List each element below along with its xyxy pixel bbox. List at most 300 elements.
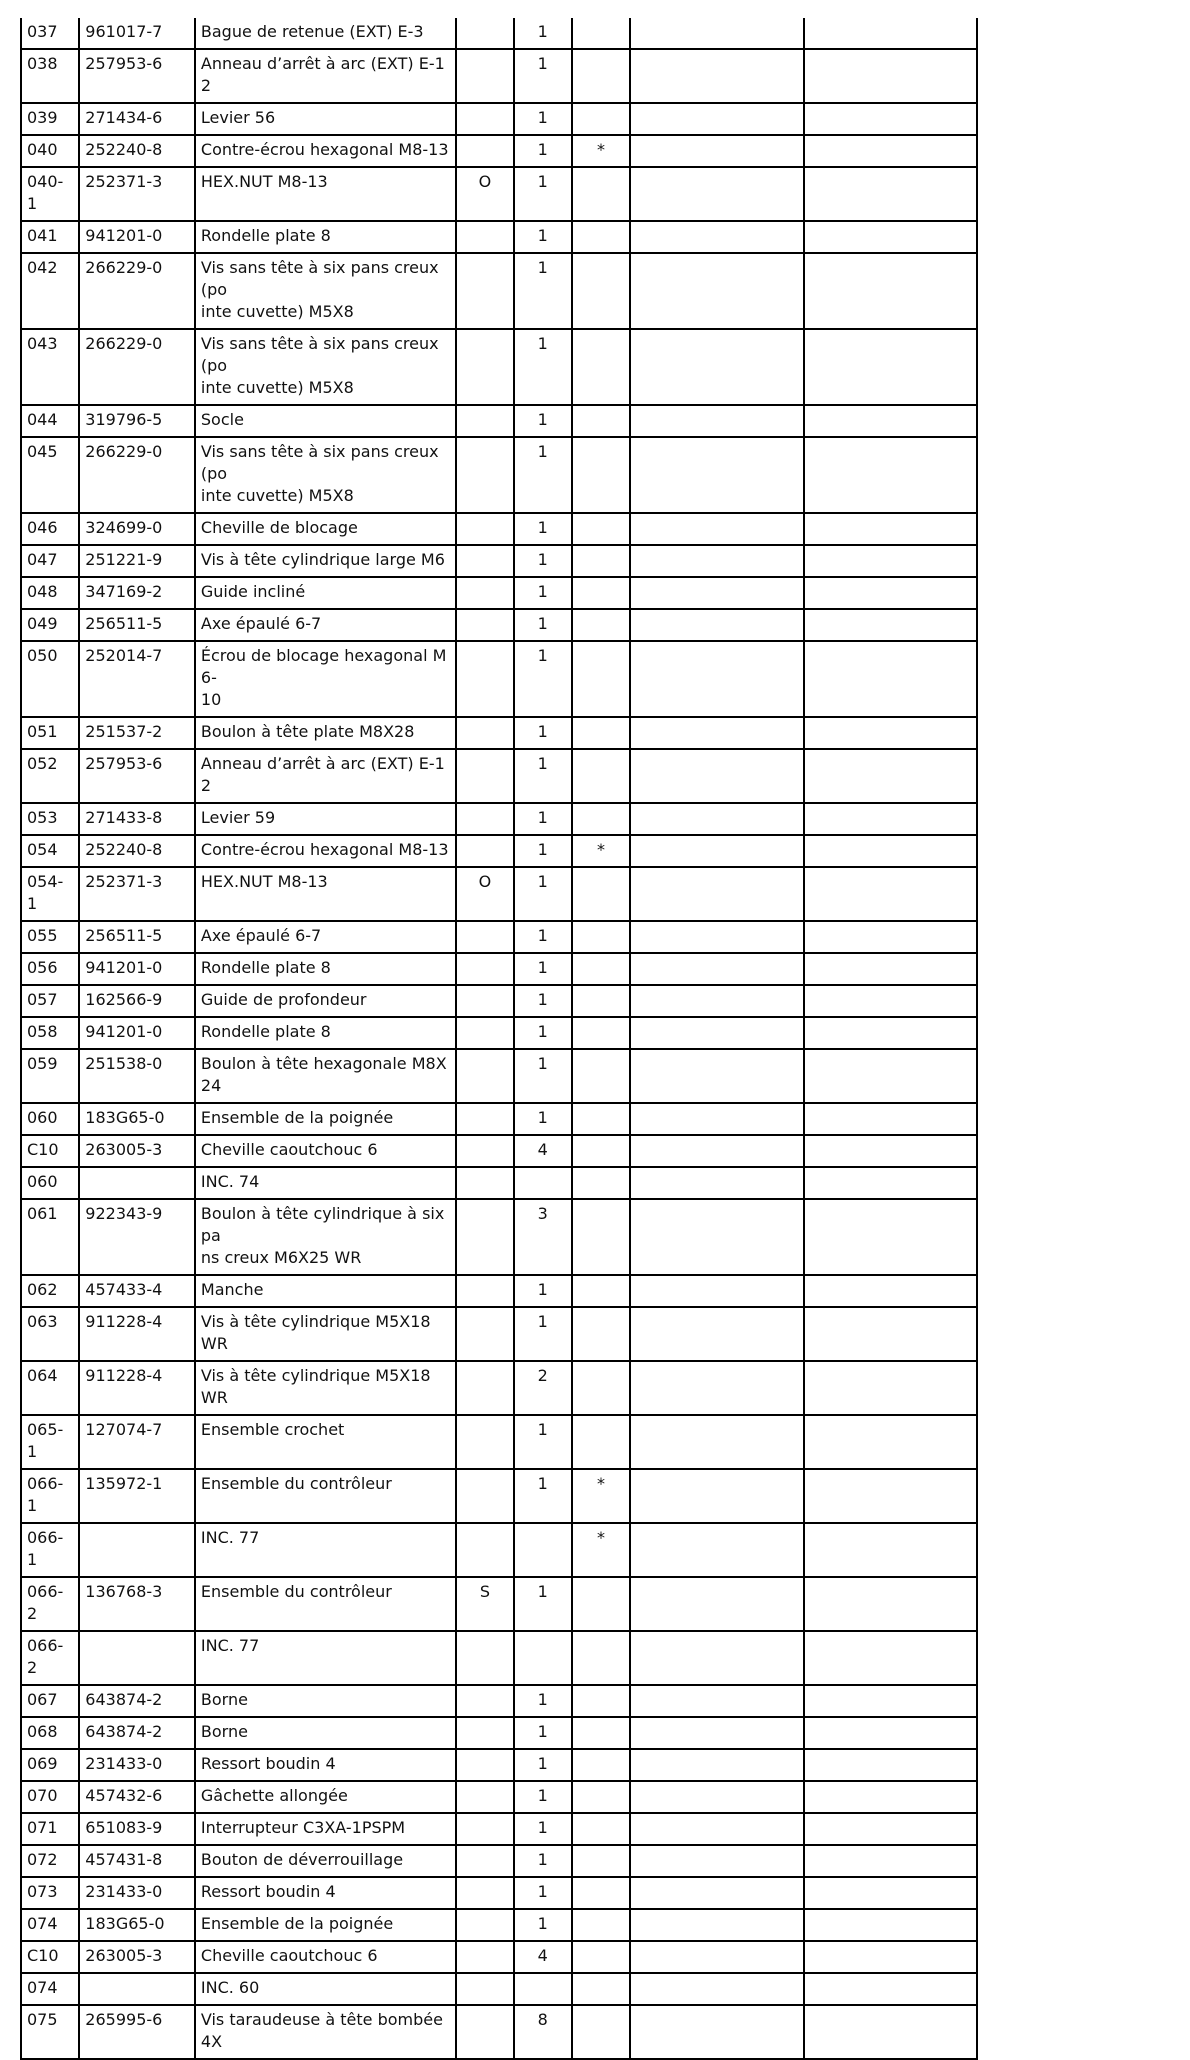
quantity-cell: 1	[514, 1749, 572, 1781]
part-number-cell: 319796-5	[79, 405, 195, 437]
blank-cell	[804, 1307, 977, 1361]
table-row	[21, 167, 977, 221]
item-number-cell: 074	[21, 1973, 79, 2005]
part-number-cell: 252014-7	[79, 641, 195, 717]
part-number-cell: 922343-9	[79, 1199, 195, 1275]
note-cell	[572, 1275, 630, 1307]
description-cell: Manche	[195, 1275, 456, 1307]
quantity-cell: 1	[514, 1275, 572, 1307]
quantity-cell: 4	[514, 1135, 572, 1167]
item-number-cell: 043	[21, 329, 79, 405]
part-number-cell: 183G65-0	[79, 1909, 195, 1941]
note-cell	[572, 1307, 630, 1361]
code-cell	[456, 1909, 513, 1941]
description-cell: Borne	[195, 1717, 456, 1749]
blank-cell	[804, 1877, 977, 1909]
note-cell	[572, 513, 630, 545]
blank-cell	[804, 1813, 977, 1845]
table-row	[21, 1167, 977, 1199]
quantity-cell: 1	[514, 437, 572, 513]
table-row	[21, 437, 977, 513]
item-number-cell: 047	[21, 545, 79, 577]
part-number-cell: 251538-0	[79, 1049, 195, 1103]
item-number-cell: 054	[21, 835, 79, 867]
note-cell	[572, 1049, 630, 1103]
description-cell: HEX.NUT M8-13	[195, 867, 456, 921]
quantity-cell: 1	[514, 18, 572, 49]
blank-cell	[630, 803, 804, 835]
description-cell: Cheville caoutchouc 6	[195, 1135, 456, 1167]
table-row	[21, 329, 977, 405]
quantity-cell: 1	[514, 1103, 572, 1135]
quantity-cell: 1	[514, 221, 572, 253]
description-cell: Ressort boudin 4	[195, 1877, 456, 1909]
description-cell: Levier 56	[195, 103, 456, 135]
item-number-cell: 053	[21, 803, 79, 835]
table-row	[21, 953, 977, 985]
description-cell: Boulon à tête plate M8X28	[195, 717, 456, 749]
quantity-cell: 1	[514, 329, 572, 405]
code-cell	[456, 1845, 513, 1877]
note-cell	[572, 1813, 630, 1845]
part-number-cell: 265995-6	[79, 2005, 195, 2059]
blank-cell	[804, 803, 977, 835]
blank-cell	[804, 609, 977, 641]
quantity-cell: 1	[514, 167, 572, 221]
part-number-cell: 127074-7	[79, 1415, 195, 1469]
description-cell: INC. 60	[195, 1973, 456, 2005]
table-row	[21, 1845, 977, 1877]
part-number-cell: 231433-0	[79, 1877, 195, 1909]
part-number-cell: 231433-0	[79, 1749, 195, 1781]
note-cell	[572, 921, 630, 953]
quantity-cell: 1	[514, 103, 572, 135]
blank-cell	[804, 1631, 977, 1685]
code-cell	[456, 749, 513, 803]
code-cell: O	[456, 867, 513, 921]
code-cell	[456, 329, 513, 405]
table-row	[21, 1717, 977, 1749]
blank-cell	[804, 1103, 977, 1135]
part-number-cell	[79, 1523, 195, 1577]
blank-cell	[630, 1973, 804, 2005]
part-number-cell: 252371-3	[79, 867, 195, 921]
description-cell: Vis à tête cylindrique M5X18 WR	[195, 1361, 456, 1415]
blank-cell	[804, 921, 977, 953]
blank-cell	[804, 749, 977, 803]
part-number-cell: 256511-5	[79, 609, 195, 641]
item-number-cell: 061	[21, 1199, 79, 1275]
part-number-cell: 643874-2	[79, 1717, 195, 1749]
table-row	[21, 1469, 977, 1523]
blank-cell	[804, 1973, 977, 2005]
item-number-cell: 070	[21, 1781, 79, 1813]
item-number-cell: 039	[21, 103, 79, 135]
item-number-cell: 054-1	[21, 867, 79, 921]
description-cell: Vis sans tête à six pans creux (po inte cuvette) M5X8	[195, 253, 456, 329]
note-cell: *	[572, 835, 630, 867]
code-cell	[456, 1199, 513, 1275]
part-number-cell: 257953-6	[79, 749, 195, 803]
blank-cell	[630, 717, 804, 749]
note-cell	[572, 1973, 630, 2005]
note-cell	[572, 49, 630, 103]
item-number-cell: 074	[21, 1909, 79, 1941]
code-cell	[456, 1749, 513, 1781]
description-cell: Ensemble crochet	[195, 1415, 456, 1469]
item-number-cell: 059	[21, 1049, 79, 1103]
blank-cell	[804, 135, 977, 167]
blank-cell	[804, 717, 977, 749]
quantity-cell: 1	[514, 405, 572, 437]
blank-cell	[630, 1523, 804, 1577]
code-cell	[456, 437, 513, 513]
part-number-cell: 941201-0	[79, 221, 195, 253]
item-number-cell: 066-1	[21, 1523, 79, 1577]
description-cell: Bouton de déverrouillage	[195, 1845, 456, 1877]
quantity-cell: 1	[514, 749, 572, 803]
blank-cell	[630, 49, 804, 103]
description-cell: Interrupteur C3XA-1PSPM	[195, 1813, 456, 1845]
note-cell	[572, 1717, 630, 1749]
item-number-cell: 060	[21, 1103, 79, 1135]
part-number-cell: 271433-8	[79, 803, 195, 835]
note-cell	[572, 1199, 630, 1275]
note-cell	[572, 985, 630, 1017]
quantity-cell: 1	[514, 577, 572, 609]
part-number-cell: 941201-0	[79, 1017, 195, 1049]
blank-cell	[804, 1685, 977, 1717]
blank-cell	[630, 1415, 804, 1469]
code-cell	[456, 1049, 513, 1103]
item-number-cell: 037	[21, 18, 79, 49]
note-cell	[572, 405, 630, 437]
code-cell	[456, 221, 513, 253]
part-number-cell: 911228-4	[79, 1361, 195, 1415]
item-number-cell: 045	[21, 437, 79, 513]
quantity-cell: 1	[514, 953, 572, 985]
blank-cell	[804, 1361, 977, 1415]
part-number-cell	[79, 1167, 195, 1199]
code-cell	[456, 1941, 513, 1973]
description-cell: Ensemble du contrôleur	[195, 1577, 456, 1631]
code-cell	[456, 1275, 513, 1307]
quantity-cell: 1	[514, 921, 572, 953]
table-row	[21, 717, 977, 749]
description-cell: Borne	[195, 1685, 456, 1717]
table-row	[21, 49, 977, 103]
blank-cell	[630, 1049, 804, 1103]
blank-cell	[630, 921, 804, 953]
part-number-cell: 136768-3	[79, 1577, 195, 1631]
description-cell: Contre-écrou hexagonal M8-13	[195, 835, 456, 867]
blank-cell	[630, 1717, 804, 1749]
blank-cell	[804, 1049, 977, 1103]
blank-cell	[630, 1199, 804, 1275]
blank-cell	[630, 1307, 804, 1361]
note-cell	[572, 1017, 630, 1049]
table-row	[21, 1135, 977, 1167]
note-cell	[572, 2005, 630, 2059]
blank-cell	[630, 749, 804, 803]
code-cell	[456, 1813, 513, 1845]
table-row	[21, 609, 977, 641]
blank-cell	[804, 405, 977, 437]
description-cell: Vis à tête cylindrique M5X18 WR	[195, 1307, 456, 1361]
table-row	[21, 1275, 977, 1307]
table-row	[21, 1941, 977, 1973]
note-cell	[572, 1135, 630, 1167]
item-number-cell: 056	[21, 953, 79, 985]
quantity-cell: 1	[514, 49, 572, 103]
description-cell: Axe épaulé 6-7	[195, 609, 456, 641]
blank-cell	[630, 1167, 804, 1199]
table-row	[21, 1017, 977, 1049]
code-cell	[456, 1781, 513, 1813]
part-number-cell: 266229-0	[79, 437, 195, 513]
quantity-cell: 1	[514, 1017, 572, 1049]
blank-cell	[630, 221, 804, 253]
code-cell	[456, 985, 513, 1017]
note-cell: *	[572, 1523, 630, 1577]
description-cell: Levier 59	[195, 803, 456, 835]
description-cell: Vis sans tête à six pans creux (po inte cuvette) M5X8	[195, 329, 456, 405]
description-cell: Vis taraudeuse à tête bombée 4X	[195, 2005, 456, 2059]
item-number-cell: 060	[21, 1167, 79, 1199]
table-row	[21, 2005, 977, 2059]
item-number-cell: 072	[21, 1845, 79, 1877]
part-number-cell: 651083-9	[79, 1813, 195, 1845]
quantity-cell: 1	[514, 135, 572, 167]
description-cell: Ensemble de la poignée	[195, 1909, 456, 1941]
note-cell	[572, 609, 630, 641]
description-cell: Ressort boudin 4	[195, 1749, 456, 1781]
description-cell: Écrou de blocage hexagonal M6- 10	[195, 641, 456, 717]
description-cell: Rondelle plate 8	[195, 221, 456, 253]
item-number-cell: 073	[21, 1877, 79, 1909]
code-cell	[456, 803, 513, 835]
quantity-cell: 1	[514, 609, 572, 641]
quantity-cell: 1	[514, 1781, 572, 1813]
note-cell	[572, 1781, 630, 1813]
note-cell	[572, 867, 630, 921]
blank-cell	[804, 985, 977, 1017]
table-row	[21, 1199, 977, 1275]
blank-cell	[804, 577, 977, 609]
part-number-cell: 251221-9	[79, 545, 195, 577]
blank-cell	[804, 835, 977, 867]
parts-list-page	[20, 18, 978, 2060]
note-cell	[572, 1685, 630, 1717]
blank-cell	[804, 103, 977, 135]
part-number-cell: 252240-8	[79, 135, 195, 167]
description-cell: Ensemble du contrôleur	[195, 1469, 456, 1523]
blank-cell	[630, 18, 804, 49]
code-cell	[456, 953, 513, 985]
note-cell	[572, 577, 630, 609]
description-cell: Socle	[195, 405, 456, 437]
quantity-cell	[514, 1631, 572, 1685]
blank-cell	[804, 1135, 977, 1167]
code-cell	[456, 18, 513, 49]
quantity-cell: 4	[514, 1941, 572, 1973]
description-cell: INC. 74	[195, 1167, 456, 1199]
blank-cell	[630, 405, 804, 437]
note-cell	[572, 1909, 630, 1941]
code-cell	[456, 1717, 513, 1749]
description-cell: Vis sans tête à six pans creux (po inte cuvette) M5X8	[195, 437, 456, 513]
blank-cell	[630, 135, 804, 167]
blank-cell	[630, 437, 804, 513]
table-row	[21, 513, 977, 545]
code-cell	[456, 1523, 513, 1577]
code-cell	[456, 545, 513, 577]
part-number-cell: 271434-6	[79, 103, 195, 135]
item-number-cell: 055	[21, 921, 79, 953]
description-cell: INC. 77	[195, 1523, 456, 1577]
quantity-cell: 8	[514, 2005, 572, 2059]
blank-cell	[804, 1717, 977, 1749]
parts-table-body	[21, 18, 977, 2059]
code-cell	[456, 835, 513, 867]
blank-cell	[630, 1909, 804, 1941]
part-number-cell: 941201-0	[79, 953, 195, 985]
item-number-cell: 050	[21, 641, 79, 717]
blank-cell	[630, 103, 804, 135]
part-number-cell: 961017-7	[79, 18, 195, 49]
item-number-cell: 052	[21, 749, 79, 803]
description-cell: Axe épaulé 6-7	[195, 921, 456, 953]
blank-cell	[630, 1017, 804, 1049]
blank-cell	[630, 577, 804, 609]
blank-cell	[804, 1845, 977, 1877]
table-row	[21, 921, 977, 953]
blank-cell	[804, 2005, 977, 2059]
item-number-cell: 058	[21, 1017, 79, 1049]
description-cell: Cheville caoutchouc 6	[195, 1941, 456, 1973]
code-cell	[456, 49, 513, 103]
table-row	[21, 1631, 977, 1685]
blank-cell	[804, 18, 977, 49]
quantity-cell	[514, 1973, 572, 2005]
table-row	[21, 835, 977, 867]
note-cell	[572, 18, 630, 49]
code-cell	[456, 1307, 513, 1361]
blank-cell	[804, 1577, 977, 1631]
blank-cell	[804, 167, 977, 221]
quantity-cell: 1	[514, 1415, 572, 1469]
table-row	[21, 103, 977, 135]
note-cell	[572, 1361, 630, 1415]
table-row	[21, 985, 977, 1017]
table-row	[21, 1685, 977, 1717]
code-cell	[456, 1103, 513, 1135]
note-cell	[572, 953, 630, 985]
code-cell	[456, 717, 513, 749]
note-cell	[572, 103, 630, 135]
table-row	[21, 803, 977, 835]
table-row	[21, 1049, 977, 1103]
table-row	[21, 1415, 977, 1469]
table-row	[21, 253, 977, 329]
part-number-cell: 135972-1	[79, 1469, 195, 1523]
quantity-cell: 1	[514, 867, 572, 921]
quantity-cell: 1	[514, 1813, 572, 1845]
description-cell: Bague de retenue (EXT) E-3	[195, 18, 456, 49]
item-number-cell: 069	[21, 1749, 79, 1781]
table-row	[21, 18, 977, 49]
note-cell: *	[572, 135, 630, 167]
note-cell	[572, 1167, 630, 1199]
blank-cell	[804, 1909, 977, 1941]
note-cell	[572, 1577, 630, 1631]
code-cell	[456, 1973, 513, 2005]
blank-cell	[804, 513, 977, 545]
blank-cell	[630, 1781, 804, 1813]
blank-cell	[804, 1749, 977, 1781]
part-number-cell: 256511-5	[79, 921, 195, 953]
blank-cell	[804, 1199, 977, 1275]
part-number-cell: 183G65-0	[79, 1103, 195, 1135]
note-cell: *	[572, 1469, 630, 1523]
quantity-cell: 2	[514, 1361, 572, 1415]
quantity-cell	[514, 1523, 572, 1577]
blank-cell	[630, 985, 804, 1017]
code-cell	[456, 1415, 513, 1469]
table-row	[21, 545, 977, 577]
note-cell	[572, 167, 630, 221]
item-number-cell: 066-2	[21, 1577, 79, 1631]
blank-cell	[630, 513, 804, 545]
note-cell	[572, 1103, 630, 1135]
code-cell	[456, 405, 513, 437]
note-cell	[572, 1631, 630, 1685]
item-number-cell: 064	[21, 1361, 79, 1415]
blank-cell	[804, 1275, 977, 1307]
code-cell	[456, 253, 513, 329]
table-row	[21, 1973, 977, 2005]
quantity-cell: 1	[514, 641, 572, 717]
note-cell	[572, 1749, 630, 1781]
blank-cell	[804, 1167, 977, 1199]
code-cell	[456, 921, 513, 953]
blank-cell	[804, 867, 977, 921]
blank-cell	[630, 1941, 804, 1973]
part-number-cell: 457432-6	[79, 1781, 195, 1813]
blank-cell	[630, 1135, 804, 1167]
item-number-cell: 066-1	[21, 1469, 79, 1523]
blank-cell	[804, 1523, 977, 1577]
description-cell: Guide incliné	[195, 577, 456, 609]
note-cell	[572, 221, 630, 253]
item-number-cell: 062	[21, 1275, 79, 1307]
table-row	[21, 641, 977, 717]
parts-table	[20, 18, 978, 2060]
blank-cell	[630, 1577, 804, 1631]
blank-cell	[630, 835, 804, 867]
item-number-cell: 057	[21, 985, 79, 1017]
table-row	[21, 1813, 977, 1845]
quantity-cell: 1	[514, 1685, 572, 1717]
table-row	[21, 1361, 977, 1415]
item-number-cell: 049	[21, 609, 79, 641]
part-number-cell: 257953-6	[79, 49, 195, 103]
description-cell: Ensemble de la poignée	[195, 1103, 456, 1135]
description-cell: Gâchette allongée	[195, 1781, 456, 1813]
note-cell	[572, 329, 630, 405]
item-number-cell: 063	[21, 1307, 79, 1361]
part-number-cell: 911228-4	[79, 1307, 195, 1361]
